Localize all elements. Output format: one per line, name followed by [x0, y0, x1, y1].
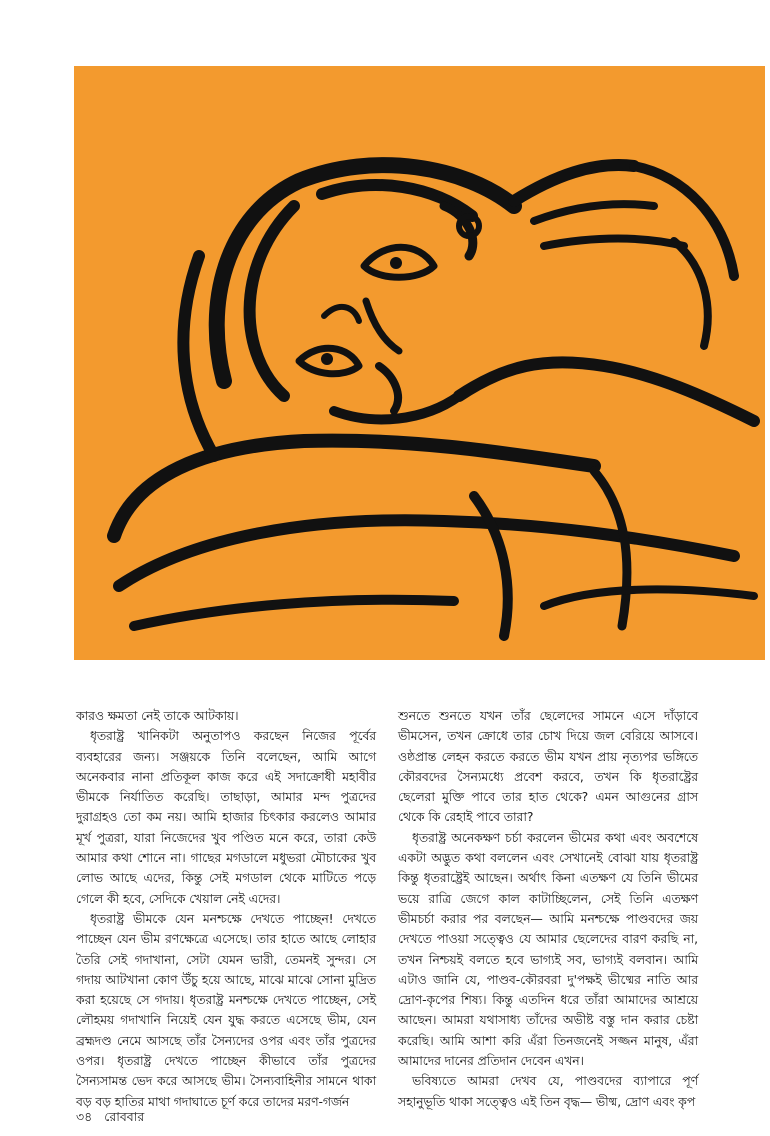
sleeping-figure-drawing	[74, 66, 765, 660]
page-number: ৩৪	[76, 1109, 93, 1124]
paragraph: কারও ক্ষমতা নেই তাকে আটকায়।	[76, 708, 239, 723]
magazine-name: রোববার	[104, 1109, 145, 1124]
text-column-left	[76, 706, 376, 1112]
paragraph: ধৃতরাষ্ট্র অনেকক্ষণ চর্চা করলেন ভীমের কথা এবং অবশেষে একটা অদ্ভুত কথা বললেন এবং সেখানেই বোঝা যায় ধৃতরাষ্ট্র কিন্তু ধৃতরাষ্ট্রেই আছেন। অর্থাৎ কিনা এতক্ষণ যে তিনি ভীমের ভয়ে রাত্রি জেগে কাল কাটাচ্ছিলেন, সেই তিনি এতক্ষণ ভীমচর্চা করার পর বলছেন— আমি মনশ্চক্ষে পাণ্ডবদের জয় দেখতে পাওয়া সত্ত্বেও যে আমার ছেলেদের বারণ করছি না, তখন নিশ্চয়ই বলতে হবে ভাগ্যই সব, ভাগ্যই বলবান। আমি এটাও জানি যে, পাণ্ডব-কৌরবরা দু'পক্ষই ভীষ্মের নাতি আর দ্রোণ-কৃপের শিষ্য। কিন্তু এতদিন ধরে তাঁরা আমাদের আশ্রয়ে আছেন। আমরা যথাসাধ্য তাঁদের অভীষ্ট বস্তু দান করার চেষ্টা করেছি। আমি আশা করি এঁরা তিনজনেই সজ্জন মানুষ, এঁরা আমাদের দানের প্রতিদান দেবেন এখন।	[398, 829, 698, 1069]
paragraph: ধৃতরাষ্ট্র ভীমকে যেন মনশ্চক্ষে দেখতে পাচ্ছেন! দেখতে পাচ্ছেন যেন ভীম রণক্ষেত্রে এসেছে। তার হাতে আছে লোহার তৈরি সেই গদাখানা, সেটা যেমন ভারী, তেমনই সুন্দর। সে গদায় আটখানা কোণ উঁচু হয়ে আছে, মাঝে মাঝে সোনা মুদ্রিত করা হয়েছে সে গদায়। ধৃতরাষ্ট্র মনশ্চক্ষে দেখতে পাচ্ছেন, সেই লৌহময় গদাখানি নিয়েই যেন যুদ্ধ করতে এসেছে ভীম, যেন ব্রহ্মদণ্ড নেমে আসছে তাঁর সৈন্যদের ওপর এবং তাঁর পুত্রদের ওপর। ধৃতরাষ্ট্র দেখতে পাচ্ছেন কীভাবে তাঁর পুত্রদের সৈন্যসামন্ত ভেদ করে আসছে ভীম। সৈন্যবাহিনীর সামনে থাকা বড় বড় হাতির মাথা গদাঘাতে চূর্ণ করে তাদের মরণ-গর্জন	[76, 910, 376, 1109]
page-footer	[76, 1109, 144, 1129]
paragraph: শুনতে শুনতে যখন তাঁর ছেলেদের সামনে এসে দাঁড়াবে ভীমসেন, তখন ক্রোধে তার চোখ দিয়ে জল বেরিয়ে আসবে। ওষ্ঠপ্রান্ত লেহন করতে করতে ভীম যখন প্রায় নৃত্যপর ভঙ্গিতে কৌরবদের সৈন্যমধ্যে প্রবেশ করবে, তখন কি ধৃতরাষ্ট্রের ছেলেরা মুক্তি পাবে তার হাত থেকে? এমন আগুনের গ্রাস থেকে কি রেহাই পাবে তারা?	[398, 708, 698, 825]
paragraph: ভবিষ্যতে আমরা দেখব যে, পাণ্ডবদের ব্যাপারে পূর্ণ সহানুভূতি থাকা সত্ত্বেও এই তিন বৃদ্ধ— ভীষ্ম, দ্রোণ এবং কৃপ	[398, 1073, 698, 1109]
illustration	[74, 66, 765, 660]
paragraph: ধৃতরাষ্ট্র খানিকটা অনুতাপও করছেন নিজের পূর্বের ব্যবহারের জন্য। সঞ্জয়কে তিনি বলেছেন, আমি আগে অনেকবার নানা প্রতিকূল কাজ করে এই সদাক্রোধী মহাবীর ভীমকে নির্যাতিত করেছি। তাছাড়া, আমার মন্দ পুত্রদের দুরাগ্রহও তো কম নয়। আমি হাজার চিৎকার করলেও আমার মূর্খ পুত্ররা, যারা নিজেদের খুব পণ্ডিত মনে করে, তারা কেউ আমার কথা শোনে না। গাছের মগডালে মধুভরা মৌচাকের খুব লোভ আছে এদের, কিন্তু সেই মগডাল থেকে মাটিতে পড়ে গেলে কী হবে, সেদিকে খেয়াল নেই এদের।	[76, 728, 376, 906]
text-column-right	[398, 706, 698, 1112]
